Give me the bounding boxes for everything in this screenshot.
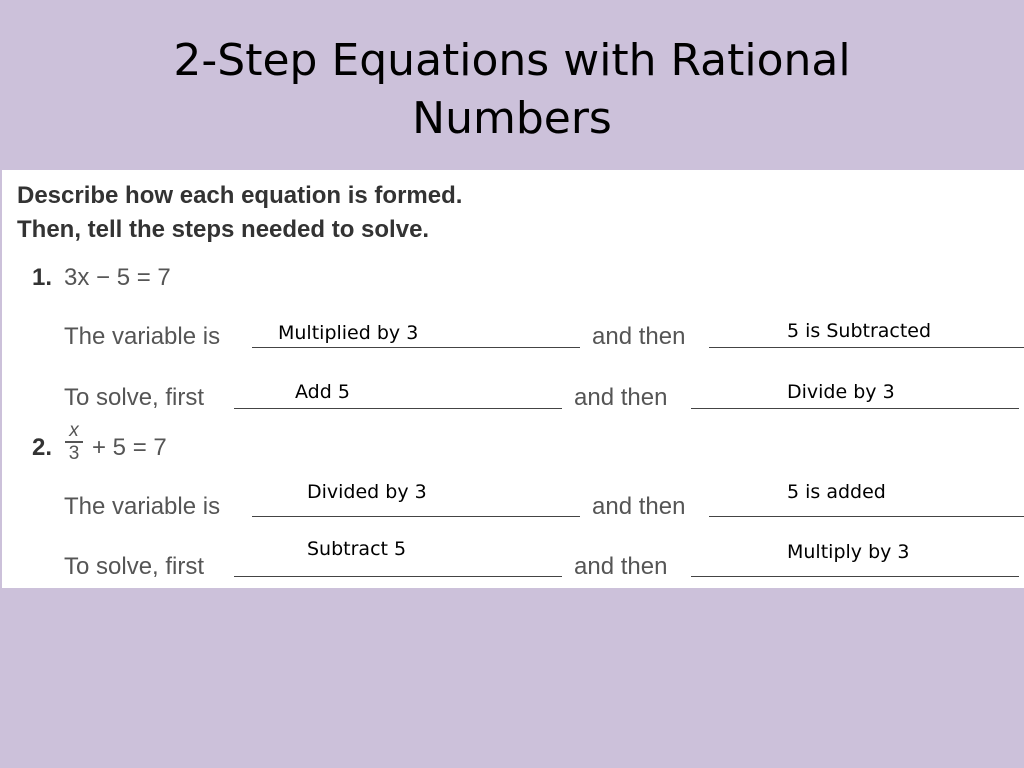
problem-1-number: 1. (32, 264, 53, 291)
problem-2-solve-label: To solve, first (64, 553, 205, 580)
problem-1-and-then-2: and then (574, 384, 668, 411)
problem-2-and-then-1: and then (592, 493, 686, 520)
problem-2-blank-4 (691, 576, 1019, 577)
problem-1-equation: 3x − 5 = 7 (64, 264, 171, 291)
problem-2-blank-3 (234, 576, 562, 577)
worksheet-image (2, 170, 1024, 588)
problem-2-fraction (65, 421, 83, 463)
problem-2-blank-1 (252, 516, 580, 517)
slide-title (0, 32, 1024, 148)
problem-1-answer-solve-2: Divide by 3 (787, 381, 895, 403)
problem-1-blank-1 (252, 347, 580, 348)
problem-2-equation-rest: + 5 = 7 (92, 434, 167, 461)
problem-1-blank-4 (691, 408, 1019, 409)
problem-1-solve-label: To solve, first (64, 384, 205, 411)
problem-2-answer-variable-2: 5 is added (787, 481, 886, 503)
instruction-line-1: Describe how each equation is formed. (17, 182, 463, 209)
problem-1-answer-variable-2: 5 is Subtracted (787, 320, 932, 342)
instruction-line-2: Then, tell the steps needed to solve. (17, 216, 430, 243)
problem-2-answer-variable-1: Divided by 3 (307, 481, 427, 503)
problem-1-and-then-1: and then (592, 323, 686, 350)
problem-1-answer-solve-1: Add 5 (295, 381, 350, 403)
problem-2-variable-label: The variable is (64, 493, 221, 520)
problem-1-blank-2 (709, 347, 1024, 348)
slide-title-line-1: 2-Step Equations with Rational (173, 35, 851, 86)
problem-2-answer-solve-2: Multiply by 3 (787, 541, 910, 563)
problem-1-answer-variable-1: Multiplied by 3 (278, 322, 419, 344)
fraction-numerator: x (69, 420, 79, 441)
problem-2-and-then-2: and then (574, 553, 668, 580)
fraction-denominator: 3 (68, 443, 80, 464)
problem-2-blank-2 (709, 516, 1024, 517)
slide-title-line-2: Numbers (412, 93, 612, 144)
problem-1-variable-label: The variable is (64, 323, 221, 350)
problem-2-answer-solve-1: Subtract 5 (307, 538, 407, 560)
problem-1-blank-3 (234, 408, 562, 409)
problem-2-number: 2. (32, 434, 53, 461)
